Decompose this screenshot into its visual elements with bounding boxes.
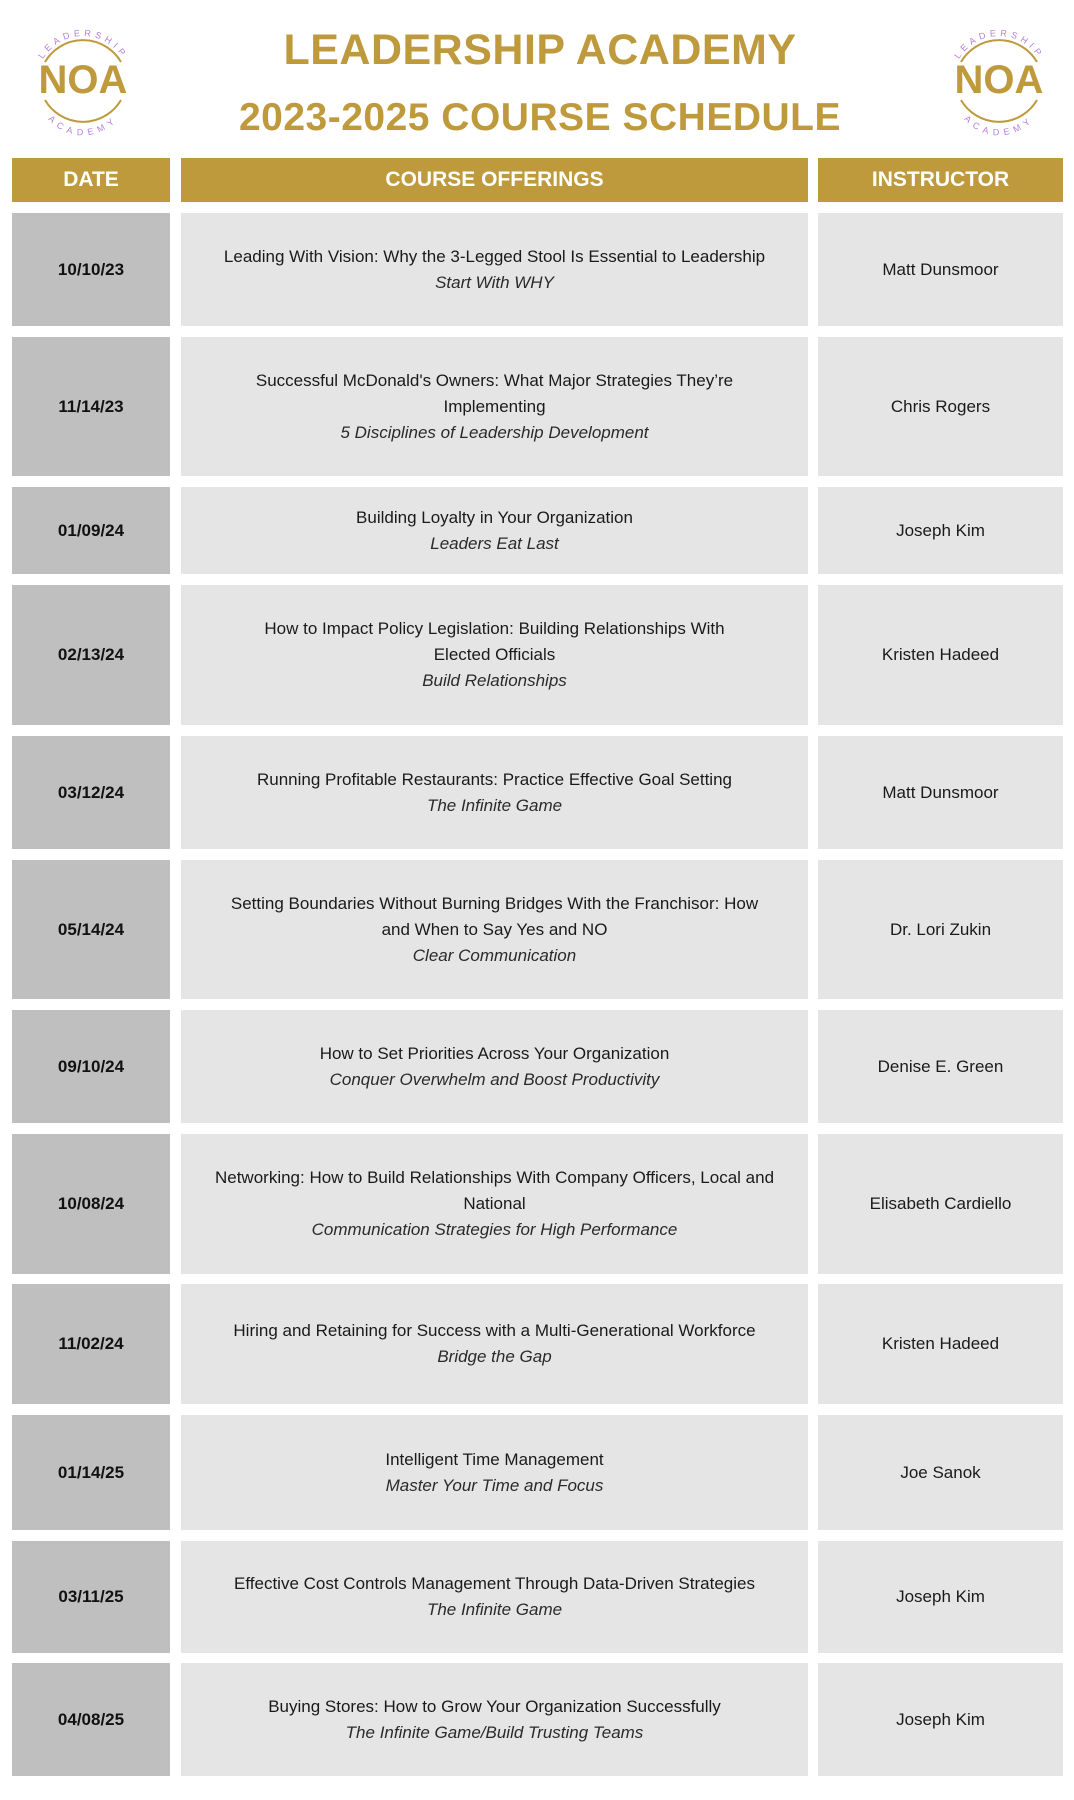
instructor-cell <box>818 1415 1063 1530</box>
course-book-subtitle: The Infinite Game/Build Trusting Teams <box>345 1722 644 1742</box>
instructor-name: Elisabeth Cardiello <box>869 1194 1012 1213</box>
course-date: 11/14/23 <box>58 396 124 416</box>
date-cell <box>12 1541 170 1653</box>
instructor-cell <box>818 736 1063 849</box>
course-cell <box>181 337 808 476</box>
instructor-cell <box>818 1134 1063 1274</box>
instructor-cell <box>818 1010 1063 1123</box>
course-cell <box>181 860 808 999</box>
date-cell <box>12 860 170 999</box>
course-title: Buying Stores: How to Grow Your Organization Successfully <box>268 1696 721 1716</box>
instructor-cell <box>818 1284 1063 1404</box>
instructor-cell <box>818 487 1063 574</box>
date-cell <box>12 1010 170 1123</box>
course-book-subtitle: Clear Communication <box>412 945 577 965</box>
instructor-name: Joseph Kim <box>896 1709 985 1729</box>
course-title: Running Profitable Restaurants: Practice Effective Goal Setting <box>257 769 732 789</box>
instructor-name: Matt Dunsmoor <box>882 259 999 279</box>
course-title: Setting Boundaries Without Burning Bridges With the Franchisor: How and When to Say Yes and NO <box>230 893 759 939</box>
course-cell <box>181 1284 808 1404</box>
course-cell <box>181 1010 808 1123</box>
instructor-name: Matt Dunsmoor <box>882 782 999 802</box>
course-title: How to Impact Policy Legislation: Building Relationships With Elected Officials <box>264 619 725 664</box>
course-date: 03/11/25 <box>58 1587 124 1606</box>
svg-text:NOA: NOA <box>38 58 128 102</box>
instructor-name: Dr. Lori Zukin <box>889 919 992 939</box>
course-book-subtitle: Start With WHY <box>435 272 554 292</box>
noa-logo-icon <box>939 20 1059 140</box>
page-title: LEADERSHIP ACADEMY <box>283 26 797 74</box>
course-book-subtitle: 5 Disciplines of Leadership Development <box>340 422 649 442</box>
instructor-cell <box>818 860 1063 999</box>
course-cell <box>181 1541 808 1653</box>
course-cell <box>181 487 808 574</box>
course-date: 01/14/25 <box>57 1462 125 1482</box>
date-cell <box>12 487 170 574</box>
date-cell <box>12 736 170 849</box>
course-date: 09/10/24 <box>57 1056 125 1076</box>
instructor-cell <box>818 585 1063 725</box>
course-title: Intelligent Time Management <box>385 1449 604 1469</box>
course-cell <box>181 585 808 725</box>
course-book-subtitle: Master Your Time and Focus <box>385 1475 604 1495</box>
course-date: 10/08/24 <box>57 1194 125 1213</box>
column-header-course-offerings: COURSE OFFERINGS <box>181 158 808 202</box>
course-date: 03/12/24 <box>57 782 125 802</box>
date-cell <box>12 1284 170 1404</box>
noa-logo-left <box>23 20 143 140</box>
course-date: 04/08/25 <box>57 1709 125 1729</box>
noa-logo-icon <box>23 20 143 140</box>
course-title: Hiring and Retaining for Success with a Multi-Generational Workforce <box>233 1321 756 1340</box>
instructor-name: Joseph Kim <box>896 520 985 540</box>
date-cell <box>12 1134 170 1274</box>
noa-logo-right <box>939 20 1059 140</box>
course-cell <box>181 213 808 326</box>
instructor-name: Kristen Hadeed <box>881 645 1000 664</box>
date-cell <box>12 1663 170 1776</box>
instructor-name: Joseph Kim <box>896 1587 985 1606</box>
date-cell <box>12 213 170 326</box>
instructor-cell <box>818 213 1063 326</box>
course-book-subtitle: Build Relationships <box>422 671 567 690</box>
page-subtitle: 2023-2025 COURSE SCHEDULE <box>238 96 842 139</box>
course-book-subtitle: The Infinite Game <box>426 795 563 815</box>
course-cell <box>181 736 808 849</box>
course-cell <box>181 1663 808 1776</box>
course-book-subtitle: Conquer Overwhelm and Boost Productivity <box>329 1069 660 1089</box>
course-title: How to Set Priorities Across Your Organization <box>319 1043 670 1063</box>
instructor-name: Denise E. Green <box>877 1056 1004 1076</box>
instructor-name: Kristen Hadeed <box>881 1334 1000 1353</box>
course-title: Leading With Vision: Why the 3-Legged Stool Is Essential to Leadership <box>223 246 766 266</box>
column-header-instructor: INSTRUCTOR <box>818 158 1063 202</box>
course-date: 10/10/23 <box>57 259 125 279</box>
course-date: 11/02/24 <box>58 1334 124 1353</box>
course-date: 02/13/24 <box>57 645 125 664</box>
svg-text:ACADEMY: ACADEMY <box>46 113 120 138</box>
course-cell <box>181 1134 808 1274</box>
date-cell <box>12 585 170 725</box>
instructor-cell <box>818 1541 1063 1653</box>
course-book-subtitle: Communication Strategies for High Performance <box>311 1220 678 1239</box>
column-header-date: DATE <box>12 158 170 202</box>
svg-text:LEADERSHIP: LEADERSHIP <box>952 27 1046 61</box>
date-cell <box>12 337 170 476</box>
course-book-subtitle: Bridge the Gap <box>437 1347 552 1366</box>
course-book-subtitle: The Infinite Game <box>426 1600 563 1619</box>
course-title: Building Loyalty in Your Organization <box>356 507 633 527</box>
course-date: 01/09/24 <box>57 520 125 540</box>
instructor-cell <box>818 337 1063 476</box>
svg-text:ACADEMY: ACADEMY <box>962 113 1036 138</box>
instructor-name: Chris Rogers <box>890 396 991 416</box>
course-book-subtitle: Leaders Eat Last <box>430 533 559 553</box>
course-date: 05/14/24 <box>57 919 125 939</box>
course-title: Effective Cost Controls Management Through Data-Driven Strategies <box>234 1574 755 1593</box>
instructor-name: Joe Sanok <box>900 1462 981 1482</box>
course-title: Successful McDonald's Owners: What Major Strategies They’re Implementing <box>255 370 734 416</box>
course-title: Networking: How to Build Relationships With Company Officers, Local and National <box>214 1168 775 1213</box>
svg-text:LEADERSHIP: LEADERSHIP <box>36 27 130 61</box>
course-cell <box>181 1415 808 1530</box>
instructor-cell <box>818 1663 1063 1776</box>
svg-text:NOA: NOA <box>954 58 1044 102</box>
date-cell <box>12 1415 170 1530</box>
